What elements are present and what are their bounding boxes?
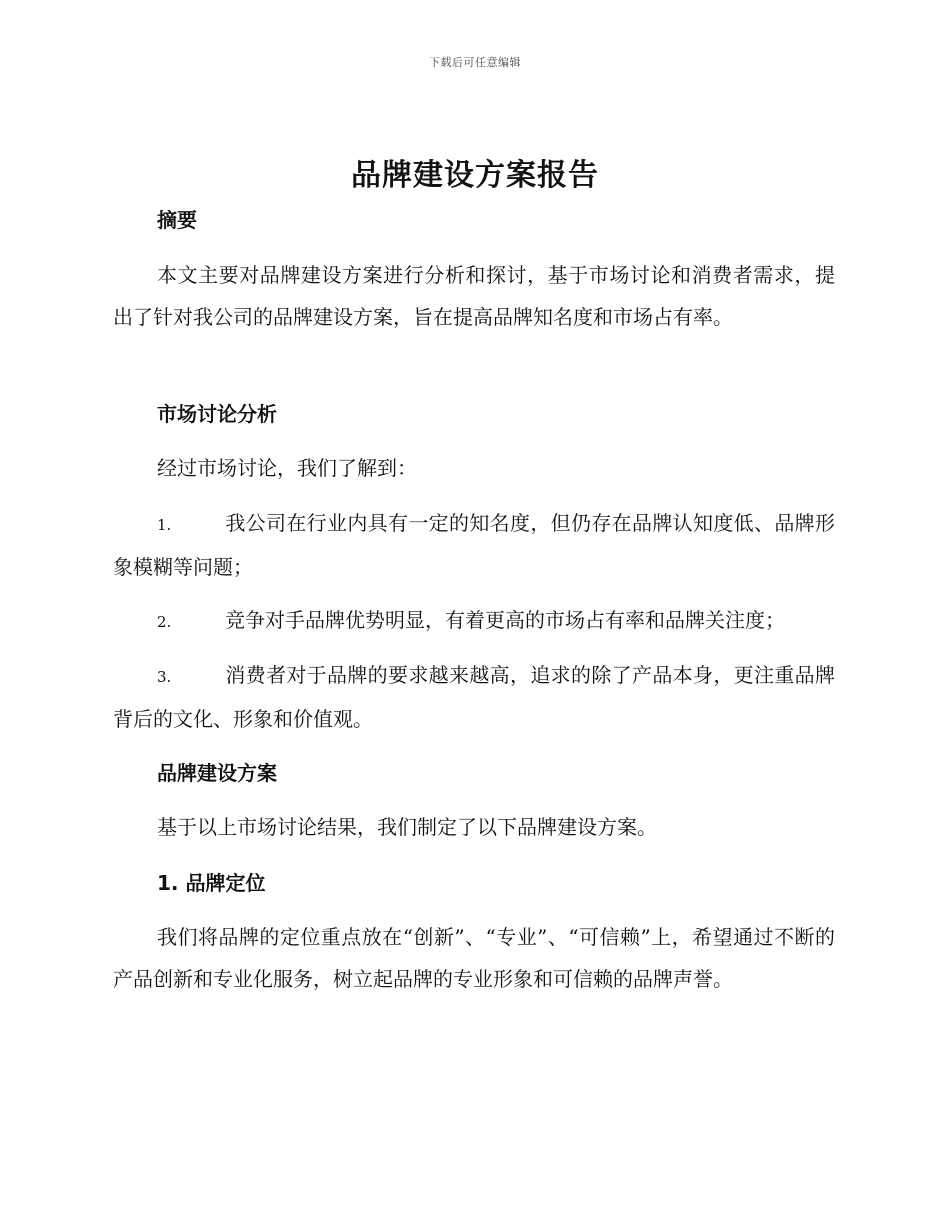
- positioning-heading: 1. 品牌定位: [157, 871, 266, 895]
- list-item-text: 消费者对于品牌的要求越来越高，追求的除了产品本身，更注重品牌背后的文化、形象和价值观。: [113, 663, 835, 731]
- brand-plan-heading: 品牌建设方案: [157, 761, 277, 785]
- brand-plan-intro-paragraph: 基于以上市场讨论结果，我们制定了以下品牌建设方案。: [157, 815, 657, 839]
- market-analysis-heading: 市场讨论分析: [157, 402, 277, 426]
- abstract-paragraph: 本文主要对品牌建设方案进行分析和探讨，基于市场讨论和消费者需求，提出了针对我公司的品牌建设方案，旨在提高品牌知名度和市场占有率。: [113, 263, 835, 329]
- positioning-paragraph: 我们将品牌的定位重点放在“创新”、“专业”、“可信赖”上，希望通过不断的产品创新和专业化服务，树立起品牌的专业形象和可信赖的品牌声誉。: [113, 925, 835, 991]
- list-item-number: 3.: [157, 668, 172, 686]
- list-item: [113, 599, 835, 643]
- list-item-text: 我公司在行业内具有一定的知名度，但仍存在品牌认知度低、品牌形象模糊等问题；: [113, 511, 835, 579]
- market-intro-paragraph: 经过市场讨论，我们了解到：: [157, 456, 417, 480]
- header-note: 下载后可任意编辑: [429, 56, 521, 69]
- document-title: 品牌建设方案报告: [351, 158, 599, 193]
- abstract-heading: 摘要: [157, 208, 197, 232]
- list-item: [113, 502, 835, 588]
- list-item-number: 2.: [157, 613, 172, 631]
- list-item: [113, 654, 835, 740]
- list-item-number: 1.: [157, 516, 172, 534]
- list-item-text: 竞争对手品牌优势明显，有着更高的市场占有率和品牌关注度；: [225, 608, 785, 632]
